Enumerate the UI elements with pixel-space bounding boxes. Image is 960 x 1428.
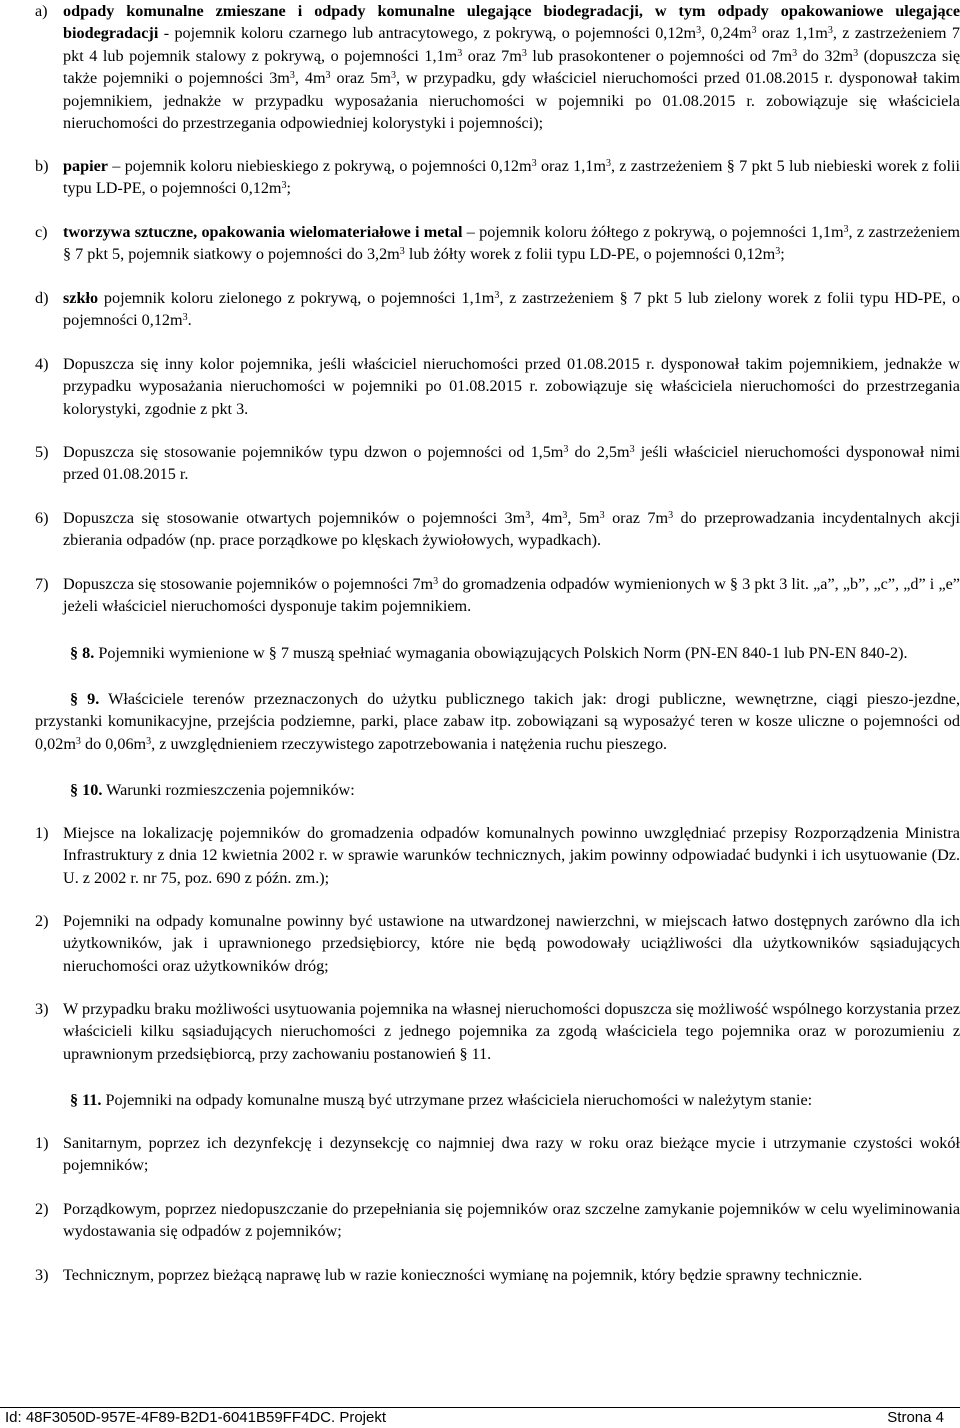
section-8 bbox=[35, 642, 960, 664]
section-11-item-2 bbox=[35, 1198, 960, 1243]
item-label: 7) bbox=[35, 575, 49, 593]
item-text: Dopuszcza się stosowanie pojemników typu dzwon o pojemności od $1,5m^3$ do $2,5m^3$ jeśli właściciel nieruchomości dysponował nimi przed 01.08.2015 r. bbox=[63, 443, 960, 484]
section-11-item-1 bbox=[35, 1132, 960, 1177]
section-11 bbox=[35, 1089, 960, 1111]
item-label: c) bbox=[35, 223, 48, 241]
item-text: szkło pojemnik koloru zielonego z pokrywą, o pojemności $1,1m^3$, z zastrzeżeniem § 7 pkt 5 lub zielony worek z folii typu HD-PE, o pojemności $0,12m^3$. bbox=[63, 289, 960, 330]
item-label: 2) bbox=[35, 912, 49, 930]
item-label: a) bbox=[35, 2, 48, 20]
item-text: Porządkowym, poprzez niedopuszczanie do przepełniania się pojemników oraz szczelne zamykanie pojemników w celu wyeliminowania wydostawania się odpadów z pojemników; bbox=[63, 1200, 960, 1241]
section-number: § 8. bbox=[70, 644, 95, 662]
list-item-7 bbox=[35, 573, 960, 618]
item-label: 1) bbox=[35, 824, 49, 842]
item-label: 6) bbox=[35, 509, 49, 527]
section-text: Pojemniki wymienione w § 7 muszą spełniać wymagania obowiązujących Polskich Norm (PN-EN 840-1 lub PN-EN 840-2). bbox=[94, 644, 908, 662]
waste-category-title: tworzywa sztuczne, opakowania wielomateriałowe i metal bbox=[63, 223, 463, 241]
item-text: tworzywa sztuczne, opakowania wielomateriałowe i metal – pojemnik koloru żółtego z pokrywą, o pojemności $1,1m^3$, z zastrzeżeniem § 7 pkt 5, pojemnik siatkowy o pojemności do $3,2m^3$ lub żółty worek z folii typu LD-PE, o pojemności $0,12m^3$; bbox=[63, 223, 960, 264]
section-10-item-3 bbox=[35, 998, 960, 1065]
list-item-d bbox=[35, 287, 960, 332]
item-label: d) bbox=[35, 289, 49, 307]
item-label: b) bbox=[35, 157, 49, 175]
item-label: 3) bbox=[35, 1266, 49, 1284]
section-10-item-2 bbox=[35, 910, 960, 977]
list-item-6 bbox=[35, 507, 960, 552]
page-number: Strona 4 bbox=[887, 1409, 944, 1426]
item-text: Dopuszcza się stosowanie otwartych pojemników o pojemności $3m^3$, $4m^3$, $5m^3$ oraz $7m^3$ do przeprowadzania incydentalnych akcji zbierania odpadów (np. prace porządkowe po klęskach żywiołowych, wypadkach). bbox=[63, 509, 960, 550]
section-text: Pojemniki na odpady komunalne muszą być utrzymane przez właściciela nieruchomości w należytym stanie: bbox=[101, 1091, 813, 1109]
document-id: Id: 48F3050D-957E-4F89-B2D1-6041B59FF4DC. Projekt bbox=[5, 1409, 387, 1426]
section-9: § 9. Właściciele terenów przeznaczonych do użytku publicznego takich jak: drogi publiczne, wewnętrzne, ciągi pieszo-jezdne, przystanki komunikacyjne, przejścia podziemne, parki, place zabaw itp. zobowiązani są wyposażyć teren w kosze uliczne o pojemności od $0,02m^3$ do $0,06m^3$, z uwzględnieniem rzeczywistego zapotrzebowania i natężenia ruchu pieszego. bbox=[35, 690, 960, 753]
section-10 bbox=[35, 779, 960, 801]
section-text: Warunki rozmieszczenia pojemników: bbox=[102, 781, 355, 799]
list-item-4 bbox=[35, 353, 960, 420]
item-text: Sanitarnym, poprzez ich dezynfekcję i dezynsekcję co najmniej dwa razy w roku oraz bieżące mycie i utrzymanie czystości wokół pojemników; bbox=[63, 1134, 960, 1175]
item-label: 3) bbox=[35, 1000, 49, 1018]
waste-category-title: papier bbox=[63, 157, 108, 175]
page-footer bbox=[0, 1408, 960, 1428]
section-number: § 10. bbox=[70, 781, 103, 799]
list-item-c bbox=[35, 221, 960, 266]
item-text: Dopuszcza się stosowanie pojemników o pojemności $7m^3$ do gromadzenia odpadów wymienionych w § 3 pkt 3 lit. „a”, „b”, „c”, „d” i „e” jeżeli właściciel nieruchomości dysponuje takim pojemnikiem. bbox=[63, 575, 960, 616]
item-text: Pojemniki na odpady komunalne powinny być ustawione na utwardzonej nawierzchni, w miejscach łatwo dostępnych zarówno dla ich użytkowników, jak i uprawnionego przedsiębiorcy, które nie będą powodowały uciążliwości dla użytkowników sąsiadujących nieruchomości oraz użytkowników dróg; bbox=[63, 912, 960, 975]
item-text: Technicznym, poprzez bieżącą naprawę lub w razie konieczności wymianę na pojemnik, który będzie sprawny technicznie. bbox=[63, 1266, 863, 1284]
item-text: Dopuszcza się inny kolor pojemnika, jeśli właściciel nieruchomości przed 01.08.2015 r. dysponował takim pojemnikiem, jednakże w przypadku wyposażania nieruchomości w pojemniki po 01.08.2015 r. zobowiązuje się właściciela nieruchomości do przestrzegania kolorystyki, zgodnie z pkt 3. bbox=[63, 355, 960, 418]
section-number: § 9. bbox=[70, 690, 100, 708]
item-label: 1) bbox=[35, 1134, 49, 1152]
item-text: odpady komunalne zmieszane i odpady komunalne ulegające biodegradacji, w tym odpady opakowaniowe ulegające biodegradacji - pojemnik koloru czarnego lub antracytowego, z pokrywą, o pojemności $0,12m^3$, $0,24m^3$ oraz $1,1m^3$, z zastrzeżeniem 7 pkt 4 lub pojemnik stalowy z pokrywą, o pojemności $1,1m^3$ oraz $7m^3$ lub prasokontener o pojemności od $7m^3$ do $32m^3$ (dopuszcza się także pojemniki o pojemności $3m^3$, $4m^3$ oraz $5m^3$, w przypadku, gdy właściciel nieruchomości przed 01.08.2015 r. dysponował takim pojemnikiem, jednakże w przypadku wyposażania nieruchomości w pojemniki po 01.08.2015 r. zobowiązuje się właściciela nieruchomości do przestrzegania odpowiedniej kolorystyki i pojemności); bbox=[63, 2, 960, 133]
item-label: 4) bbox=[35, 355, 49, 373]
item-text: W przypadku braku możliwości usytuowania pojemnika na własnej nieruchomości dopuszcza się możliwość wspólnego korzystania przez właścicieli kilku sąsiadujących nieruchomości z jednego pojemnika za zgodą właściciela tego pojemnika oraz w porozumieniu z uprawnionym przedsiębiorcą, przy zachowaniu postanowień § 11. bbox=[63, 1000, 960, 1063]
item-label: 5) bbox=[35, 443, 49, 461]
section-10-item-1 bbox=[35, 822, 960, 889]
item-text: Miejsce na lokalizację pojemników do gromadzenia odpadów komunalnych powinno uwzględniać przepisy Rozporządzenia Ministra Infrastruktury z dnia 12 kwietnia 2002 r. w sprawie warunków technicznych, jakim powinny odpowiadać budynki i ich usytuowanie (Dz. U. z 2002 r. nr 75, poz. 690 z późn. zm.); bbox=[63, 824, 960, 887]
item-text: papier – pojemnik koloru niebieskiego z pokrywą, o pojemności $0,12m^3$ oraz $1,1m^3$, z zastrzeżeniem § 7 pkt 5 lub niebieski worek z folii typu LD-PE, o pojemności $0,12m^3$; bbox=[63, 157, 960, 198]
list-item-5 bbox=[35, 441, 960, 486]
list-item-a bbox=[35, 0, 960, 134]
section-11-item-3 bbox=[35, 1264, 960, 1286]
waste-category-title: szkło bbox=[63, 289, 99, 307]
item-label: 2) bbox=[35, 1200, 49, 1218]
list-item-b bbox=[35, 155, 960, 200]
waste-category-title: odpady komunalne zmieszane i odpady komunalne ulegające biodegradacji, w tym odpady opakowaniowe ulegające biodegradacji bbox=[63, 2, 960, 43]
section-number: § 11. bbox=[70, 1091, 102, 1109]
